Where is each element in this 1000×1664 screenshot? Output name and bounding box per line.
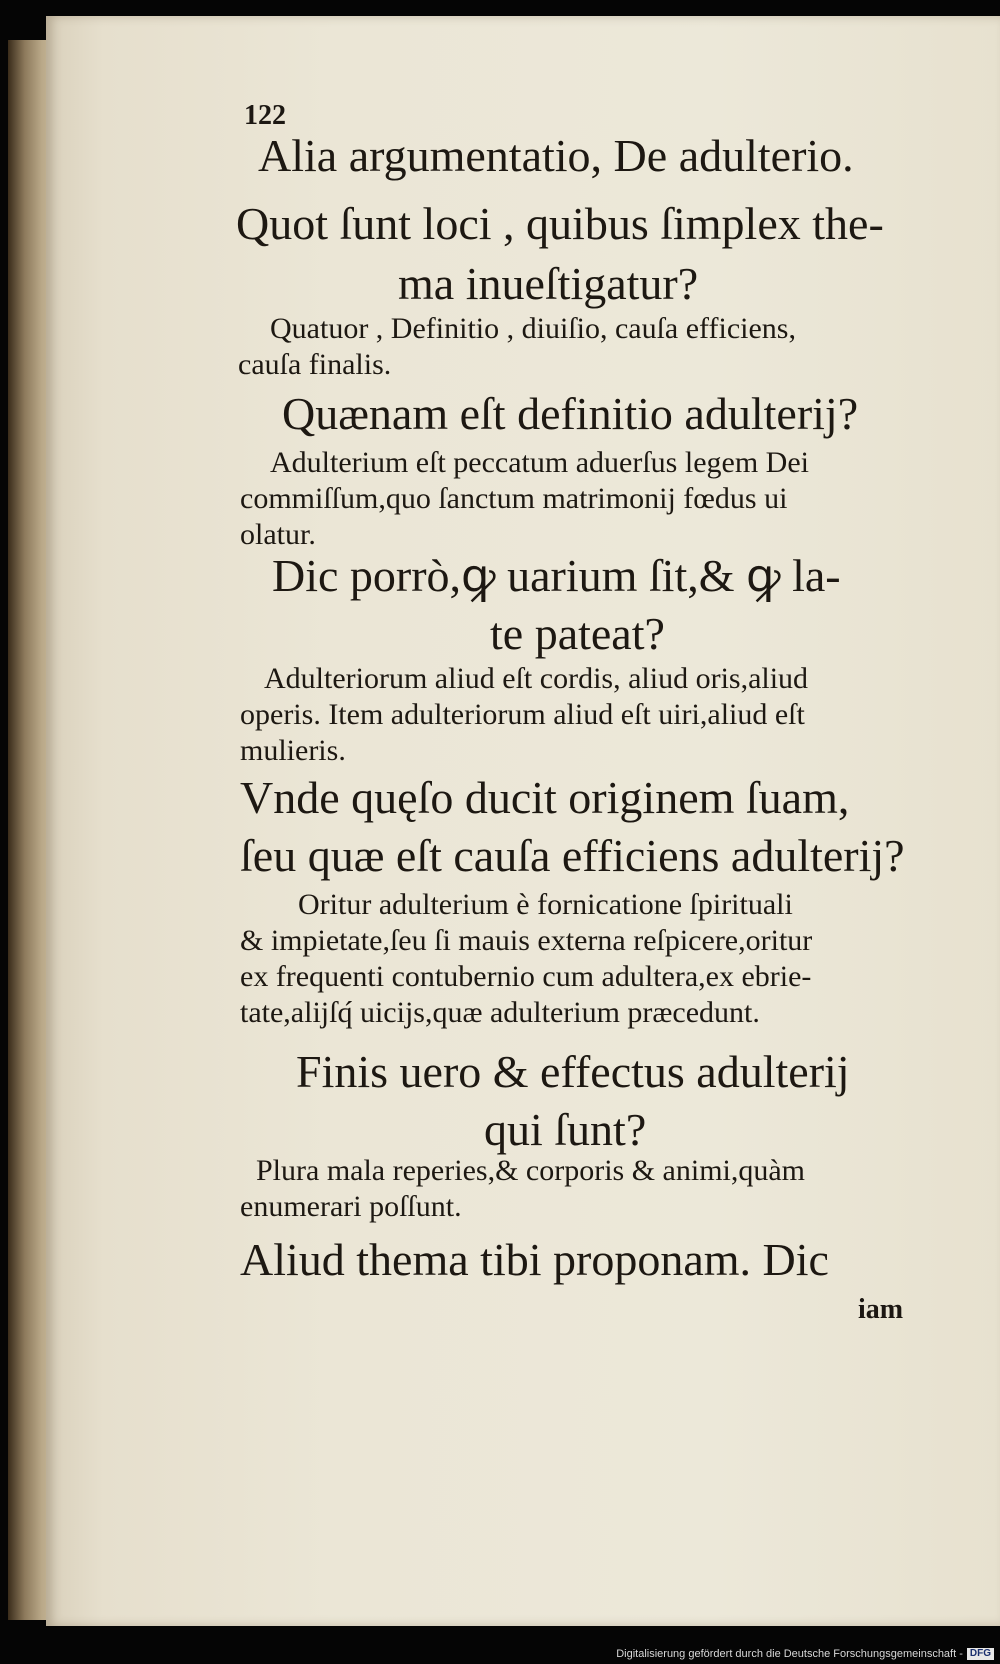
answer-line: Adulterium eſt peccatum aduerſus legem Dei bbox=[270, 446, 809, 479]
dfg-logo: DFG bbox=[967, 1648, 994, 1660]
answer-line: olatur. bbox=[240, 518, 316, 551]
answer-line: commiſſum,quo ſanctum matrimonij fœdus ui bbox=[240, 482, 788, 515]
question-line: Quænam eſt definitio adulterij? bbox=[282, 388, 859, 439]
section-heading: Alia argumentatio, De adulterio. bbox=[258, 130, 854, 181]
question-line: ma inueſtigatur? bbox=[398, 258, 699, 309]
answer-line: ex frequenti contubernio cum adultera,ex ebrie- bbox=[240, 960, 812, 993]
catchword: iam bbox=[858, 1294, 904, 1325]
digitization-credit bbox=[616, 1648, 994, 1660]
question-line: Finis uero & effectus adulterij bbox=[296, 1046, 850, 1097]
answer-line: mulieris. bbox=[240, 734, 346, 767]
question-line: Dic porrò,ꝙ uarium ſit,& ꝙ la- bbox=[272, 550, 841, 601]
answer-line: Oritur adulterium è fornicatione ſpirituali bbox=[298, 888, 793, 921]
answer-line: Quatuor , Definitio , diuiſio, cauſa efficiens, bbox=[270, 312, 796, 345]
answer-line: cauſa finalis. bbox=[238, 348, 392, 381]
question-line: Aliud thema tibi proponam. Dic bbox=[240, 1234, 829, 1285]
answer-line: Adulteriorum aliud eſt cordis, aliud oris,aliud bbox=[264, 662, 809, 695]
question-line: ſeu quæ eſt cauſa efficiens adulterij? bbox=[240, 830, 905, 881]
page-number: 122 bbox=[244, 100, 286, 131]
answer-line: operis. Item adulteriorum aliud eſt uiri,aliud eſt bbox=[240, 698, 805, 731]
question-line: te pateat? bbox=[490, 608, 665, 659]
answer-line: enumerari poſſunt. bbox=[240, 1190, 462, 1223]
answer-line: tate,alijſq́ uicijs,quæ adulterium præcedunt. bbox=[240, 996, 760, 1029]
question-line: Quot ſunt loci , quibus ſimplex the- bbox=[236, 198, 884, 249]
question-line: Vnde quęſo ducit originem ſuam, bbox=[240, 772, 850, 823]
answer-line: & impietate,ſeu ſi mauis externa reſpicere,oritur bbox=[240, 924, 813, 957]
answer-line: Plura mala reperies,& corporis & animi,quàm bbox=[256, 1154, 806, 1187]
credit-text: Digitalisierung gefördert durch die Deutsche Forschungsgemeinschaft - bbox=[616, 1648, 963, 1660]
question-line: qui ſunt? bbox=[484, 1104, 647, 1155]
